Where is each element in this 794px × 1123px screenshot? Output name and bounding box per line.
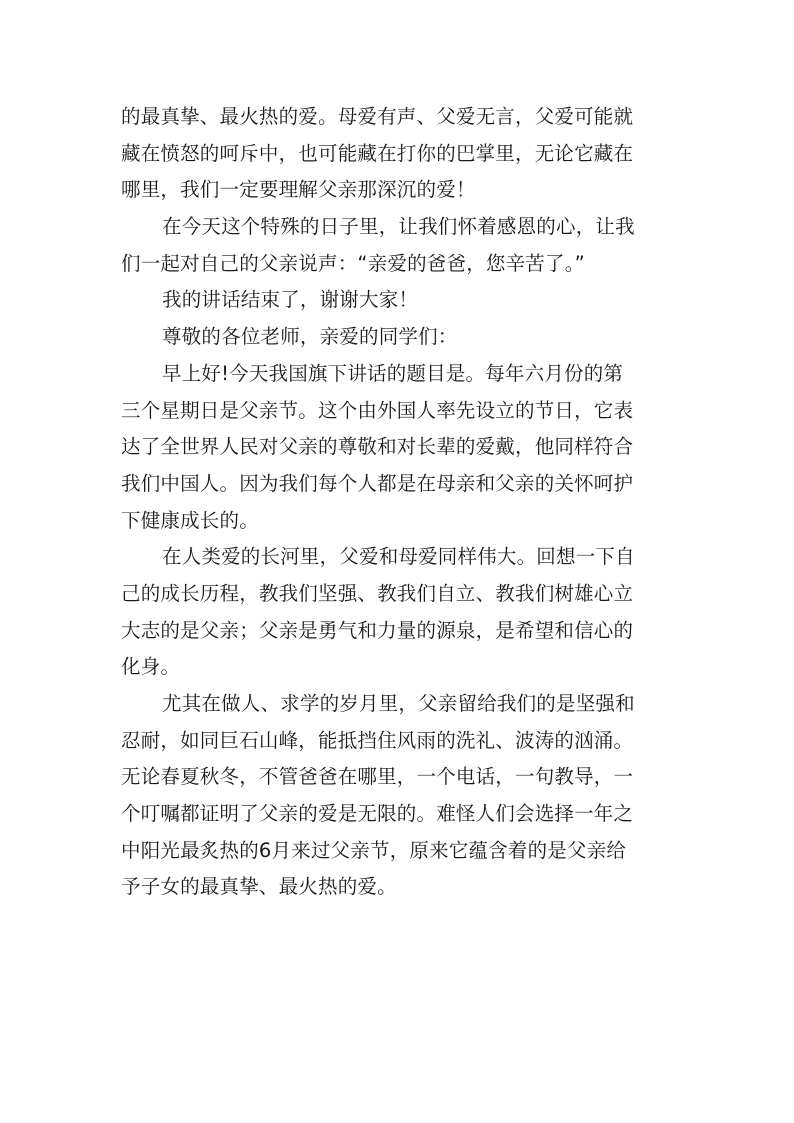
text-line: 早上好!今天我国旗下讲话的题目是。每年六月份的第 [162,361,624,385]
text-line: 们一起对自己的父亲说声：“亲爱的爸爸，您辛苦了。” [121,251,585,275]
text-line: 藏在愤怒的呵斥中，也可能藏在打你的巴掌里，无论它藏在 [121,141,634,165]
text-line: 三个星期日是父亲节。这个由外国人率先设立的节日，它表 [121,398,634,422]
text-line: 在人类爱的长河里，父爱和母爱同样伟大。回想一下自 [162,545,635,569]
text-line: 个叮嘱都证明了父亲的爱是无限的。难怪人们会选择一年之 [121,802,634,826]
text-line: 忍耐，如同巨石山峰，能抵挡住风雨的洗礼、波涛的汹涌。 [121,728,634,752]
text-line: 中阳光最炙热的6月来过父亲节，原来它蕴含着的是父亲给 [121,838,627,862]
text-line: 无论春夏秋冬，不管爸爸在哪里，一个电话，一句教导，一 [121,765,634,789]
text-line: 达了全世界人民对父亲的尊敬和对长辈的爱戴，他同样符合 [121,435,634,459]
text-line: 哪里，我们一定要理解父亲那深沉的爱！ [121,178,476,202]
text-line: 我们中国人。因为我们每个人都是在母亲和父亲的关怀呵护 [121,471,634,495]
text-line: 尊敬的各位老师，亲爱的同学们： [162,325,458,349]
text-line: 予子女的最真挚、最火热的爱。 [121,875,397,899]
text-line: 化身。 [121,655,181,679]
text-line: 尤其在做人、求学的岁月里，父亲留给我们的是坚强和 [162,692,635,715]
text-line: 大志的是父亲；父亲是勇气和力量的源泉，是希望和信心的 [121,618,634,642]
text-line: 下健康成长的。 [121,508,259,532]
text-line: 我的讲话结束了，谢谢大家！ [162,288,419,312]
text-line: 的最真挚、最火热的爱。母爱有声、父爱无言，父爱可能就 [121,105,634,128]
text-line: 在今天这个特殊的日子里，让我们怀着感恩的心，让我 [162,215,635,239]
speech-text [121,99,701,906]
text-line: 己的成长历程，教我们坚强、教我们自立、教我们树雄心立 [121,581,634,605]
